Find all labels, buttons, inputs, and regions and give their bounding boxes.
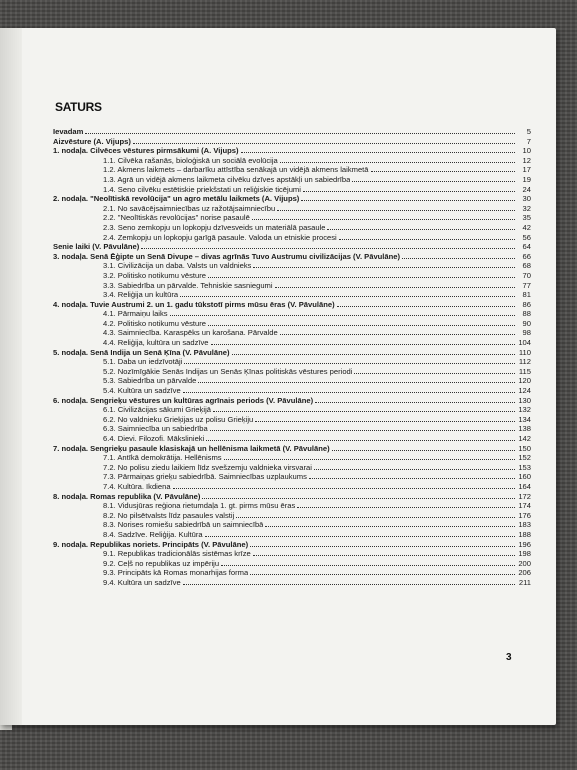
toc-chapter-row (53, 146, 531, 156)
toc-entry-title: 3.1. Civilizācija un daba. Valsts un valdnieks (103, 261, 252, 271)
toc-section-row (53, 463, 531, 473)
toc-entry-title: 7. nodaļa. Sengrieķu pasaule klasiskajā un hellēnisma laikmetā (V. Pāvulāne) (53, 443, 330, 453)
toc-section-row (53, 578, 531, 588)
toc-leader-dots (354, 373, 515, 374)
toc-section-row (53, 328, 531, 338)
toc-leader-dots (252, 219, 515, 220)
toc-entry-title: 9.2. Ceļš no republikas uz impēriju (103, 558, 220, 568)
toc-entry-title: 9.1. Republikas tradicionālās sistēmas krīze (103, 549, 251, 559)
toc-entry-title: 8.2. No pilsētvalsts līdz pasaules valstij (103, 510, 235, 520)
toc-entry-title: 3. nodaļa. Senā Ēģipte un Senā Divupe – divas agrīnās Tuvo Austrumu civilizācijas (V. Pāvulāne) (53, 251, 401, 261)
toc-entry-page: 81 (522, 290, 531, 300)
toc-entry-page: 152 (518, 453, 531, 463)
toc-section-row (53, 520, 531, 530)
toc-leader-dots (402, 258, 515, 259)
toc-leader-dots (339, 239, 515, 240)
toc-leader-dots (133, 143, 515, 144)
toc-chapter-row (53, 348, 531, 358)
toc-entry-page: 90 (522, 318, 531, 328)
toc-leader-dots (202, 498, 515, 499)
toc-section-row (53, 549, 531, 559)
toc-entry-title: 1.1. Cilvēka rašanās, bioloģiskā un sociālā evolūcija (103, 155, 278, 165)
toc-entry-page: 206 (518, 568, 531, 578)
toc-entry-title: 7.4. Kultūra. Ikdiena (103, 481, 171, 491)
toc-leader-dots (232, 354, 515, 355)
toc-entry-title: 1.3. Agrā un vidējā akmens laikmeta cilvēku dzīves apstākļi un sabiedrība (103, 174, 351, 184)
toc-chapter-row (53, 137, 531, 147)
toc-leader-dots (297, 507, 515, 508)
toc-section-row (53, 367, 531, 377)
toc-section-row (53, 434, 531, 444)
toc-entry-page: 142 (518, 434, 531, 443)
toc-chapter-row (53, 127, 531, 137)
toc-entry-page: 176 (518, 510, 531, 520)
toc-leader-dots (332, 450, 515, 451)
toc-entry-title: 6.2. No valdnieku Grieķijas uz polisu Grieķiju (103, 414, 254, 424)
toc-section-row (53, 501, 531, 511)
toc-entry-page: 132 (518, 405, 531, 415)
toc-leader-dots (315, 402, 515, 403)
toc-leader-dots (85, 133, 515, 134)
toc-section-row (53, 213, 531, 223)
toc-entry-page: 174 (518, 501, 531, 511)
toc-chapter-row (53, 252, 531, 262)
toc-entry-page: 120 (518, 376, 531, 386)
toc-entry-title: 2.3. Seno zemkopju un lopkopju dzīvesveids un materiālā pasaule (103, 222, 326, 232)
toc-section-row (53, 357, 531, 367)
toc-section-row (53, 386, 531, 396)
toc-entry-title: 8. nodaļa. Romas republika (V. Pāvulāne) (53, 491, 201, 501)
toc-chapter-row (53, 242, 531, 252)
toc-entry-page: 164 (518, 481, 531, 491)
toc-leader-dots (255, 421, 515, 422)
toc-leader-dots (180, 296, 515, 297)
toc-entry-title: 8.3. Norises romiešu sabiedrībā un saimniecībā (103, 520, 264, 530)
toc-entry-page: 70 (522, 270, 531, 280)
toc-entry-page: 12 (522, 155, 531, 165)
toc-leader-dots (241, 152, 515, 153)
toc-leader-dots (277, 210, 515, 211)
toc-leader-dots (309, 478, 515, 479)
toc-entry-title: 5.1. Daba un iedzīvotāji (103, 357, 183, 367)
toc-section-row (53, 319, 531, 329)
toc-entry-page: 35 (522, 213, 531, 223)
toc-section-row (53, 338, 531, 348)
toc-entry-page: 138 (518, 424, 531, 434)
toc-section-row (53, 165, 531, 175)
toc-entry-title: 6.1. Civilizācijas sākumi Grieķijā (103, 405, 212, 415)
toc-entry-title: 4.4. Reliģija, kultūra un sadzīve (103, 338, 209, 348)
toc-entry-title: 8.4. Sadzīve. Reliģija. Kultūra (103, 529, 203, 539)
toc-entry-title: 2.2. "Neolītiskās revolūcijas" norise pasaulē (103, 213, 250, 223)
toc-entry-title: 5.4. Kultūra un sadzīve (103, 386, 181, 396)
toc-leader-dots (210, 430, 515, 431)
toc-leader-dots (221, 565, 515, 566)
toc-section-row (53, 568, 531, 578)
toc-entry-page: 68 (522, 261, 531, 271)
toc-entry-page: 5 (526, 127, 531, 136)
toc-leader-dots (250, 546, 515, 547)
toc-entry-page: 153 (518, 462, 531, 472)
toc-section-row (53, 511, 531, 521)
toc-entry-page: 211 (518, 577, 531, 587)
toc-section-row (53, 309, 531, 319)
toc-leader-dots (183, 584, 515, 585)
toc-entry-page: 17 (522, 165, 531, 175)
toc-section-row (53, 453, 531, 463)
toc-entry-page: 77 (522, 280, 531, 290)
toc-entry-title: 6.3. Saimniecība un sabiedrība (103, 424, 208, 434)
toc-entry-title: 3.3. Sabiedrība un pārvalde. Tehniskie sasniegumi (103, 280, 273, 290)
toc-entry-title: 8.1. Vidusjūras reģiona rietumdaļa 1. gt. pirms mūsu ēras (103, 501, 296, 511)
toc-entry-title: 3.4. Reliģija un kultūra (103, 290, 179, 300)
toc-section-row (53, 424, 531, 434)
toc-entry-title: Aizvēsture (A. Vijups) (53, 136, 131, 146)
toc-leader-dots (170, 315, 515, 316)
toc-section-row (53, 233, 531, 243)
toc-leader-dots (206, 440, 515, 441)
toc-entry-page: 183 (518, 520, 531, 530)
toc-entry-page: 112 (518, 357, 531, 367)
toc-leader-dots (253, 555, 515, 556)
toc-chapter-row (53, 300, 531, 310)
toc-entry-title: 1.4. Seno cilvēku estētiskie priekšstati un reliģiskie ticējumi (103, 184, 301, 194)
toc-leader-dots (184, 363, 515, 364)
toc-entry-title: 2.1. No savācējsaimniecības uz ražotājsaimniecību (103, 203, 276, 213)
toc-entry-page: 124 (518, 386, 531, 396)
toc-leader-dots (275, 287, 515, 288)
toc-entry-page: 10 (522, 146, 531, 156)
toc-chapter-row (53, 194, 531, 204)
toc-leader-dots (213, 411, 515, 412)
toc-entry-title: 2. nodaļa. "Neolītiskā revolūcija" un agro metālu laikmets (A. Vijups) (53, 194, 300, 204)
toc-entry-page: 86 (522, 299, 531, 309)
toc-leader-dots (253, 267, 515, 268)
toc-section-row (53, 482, 531, 492)
toc-section-row (53, 185, 531, 195)
toc-leader-dots (250, 574, 515, 575)
toc-entry-title: 1. nodaļa. Cilvēces vēstures pirmsākumi (A. Vijups) (53, 146, 239, 156)
toc-leader-dots (208, 325, 515, 326)
toc-section-row (53, 415, 531, 425)
toc-entry-page: 172 (518, 491, 531, 501)
toc-entry-title: 5.2. Nozīmīgākie Senās Indijas un Senās Ķīnas politiskās vēstures periodi (103, 366, 353, 376)
table-of-contents (53, 127, 531, 588)
toc-entry-title: 5.3. Sabiedrība un pārvalde (103, 376, 197, 386)
toc-leader-dots (371, 171, 516, 172)
toc-entry-page: 98 (522, 328, 531, 338)
toc-leader-dots (198, 382, 515, 383)
toc-entry-title: 4. nodaļa. Tuvie Austrumi 2. un 1. gadu tūkstotī pirms mūsu ēras (V. Pāvulāne) (53, 299, 335, 309)
toc-entry-page: 19 (522, 174, 531, 184)
toc-leader-dots (265, 526, 515, 527)
toc-leader-dots (314, 469, 515, 470)
toc-entry-title: 4.3. Saimniecība. Karaspēks un karošana. Pārvalde (103, 328, 278, 338)
page-number: 3 (506, 652, 512, 663)
toc-leader-dots (301, 200, 515, 201)
toc-entry-title: 4.2. Politisko notikumu vēsture (103, 318, 206, 328)
toc-entry-title: 9.3. Principāts kā Romas monarhijas forma (103, 568, 249, 578)
toc-leader-dots (303, 191, 515, 192)
toc-leader-dots (280, 162, 515, 163)
toc-entry-page: 88 (522, 309, 531, 319)
toc-leader-dots (141, 248, 515, 249)
toc-section-row (53, 376, 531, 386)
toc-section-row (53, 175, 531, 185)
toc-entry-page: 64 (522, 242, 531, 252)
toc-section-row (53, 261, 531, 271)
toc-entry-page: 200 (518, 558, 531, 568)
toc-section-row (53, 281, 531, 291)
toc-entry-page: 7 (526, 136, 531, 146)
toc-entry-title: 4.1. Pārmaiņu laiks (103, 309, 168, 319)
toc-entry-title: 7.1. Antīkā demokrātija. Hellēnisms (103, 453, 222, 463)
toc-chapter-row (53, 492, 531, 502)
toc-leader-dots (211, 344, 515, 345)
toc-entry-title: Ievadam (53, 127, 84, 136)
toc-leader-dots (208, 277, 515, 278)
toc-entry-page: 42 (522, 222, 531, 232)
toc-leader-dots (205, 536, 515, 537)
toc-entry-page: 32 (522, 203, 531, 213)
toc-leader-dots (337, 306, 515, 307)
toc-section-row (53, 223, 531, 233)
page-title: SATURS (55, 100, 102, 114)
toc-leader-dots (173, 488, 515, 489)
toc-entry-page: 104 (518, 338, 531, 348)
toc-entry-title: 7.2. No polisu ziedu laikiem līdz svešzemju valdnieka virsvarai (103, 462, 312, 472)
toc-leader-dots (352, 181, 515, 182)
toc-leader-dots (280, 334, 515, 335)
toc-entry-page: 66 (522, 251, 531, 261)
toc-section-row (53, 559, 531, 569)
toc-leader-dots (183, 392, 515, 393)
toc-section-row (53, 405, 531, 415)
toc-entry-page: 150 (518, 443, 531, 453)
toc-section-row (53, 156, 531, 166)
toc-section-row (53, 290, 531, 300)
toc-entry-page: 24 (522, 184, 531, 194)
toc-chapter-row (53, 444, 531, 454)
toc-entry-page: 115 (518, 366, 531, 376)
toc-leader-dots (236, 517, 515, 518)
toc-section-row (53, 472, 531, 482)
toc-entry-title: 2.4. Zemkopju un lopkopju garīgā pasaule. Valoda un etniskie procesi (103, 232, 337, 242)
toc-entry-page: 134 (518, 414, 531, 424)
toc-entry-page: 188 (518, 529, 531, 539)
toc-entry-title: 9.4. Kultūra un sadzīve (103, 577, 181, 587)
toc-entry-title: 3.2. Politisko notikumu vēsture (103, 270, 206, 280)
toc-section-row (53, 530, 531, 540)
toc-entry-title: 7.3. Pārmaiņas grieķu sabiedrībā. Saimniecības uzplaukums (103, 472, 307, 482)
toc-entry-page: 110 (518, 347, 531, 357)
toc-chapter-row (53, 396, 531, 406)
toc-chapter-row (53, 540, 531, 550)
toc-section-row (53, 204, 531, 214)
toc-entry-title: 9. nodaļa. Republikas noriets. Principāts (V. Pāvulāne) (53, 539, 249, 549)
toc-entry-page: 56 (522, 232, 531, 242)
toc-entry-title: 6. nodaļa. Sengrieķu vēstures un kultūras agrīnais periods (V. Pāvulāne) (53, 395, 314, 405)
toc-entry-title: 1.2. Akmens laikmets – darbarīku attīstība senākajā un vidējā akmens laikmetā (103, 165, 369, 175)
toc-entry-title: Senie laiki (V. Pāvulāne) (53, 242, 140, 252)
toc-entry-title: 6.4. Dievi. Filozofi. Mākslinieki (103, 434, 205, 443)
toc-entry-page: 198 (518, 549, 531, 559)
toc-section-row (53, 271, 531, 281)
toc-entry-page: 196 (518, 539, 531, 549)
toc-leader-dots (327, 229, 515, 230)
toc-leader-dots (224, 459, 515, 460)
toc-entry-title: 5. nodaļa. Senā Indija un Senā Ķīna (V. Pāvulāne) (53, 347, 230, 357)
toc-entry-page: 130 (518, 395, 531, 405)
toc-entry-page: 160 (518, 472, 531, 482)
toc-entry-page: 30 (522, 194, 531, 204)
